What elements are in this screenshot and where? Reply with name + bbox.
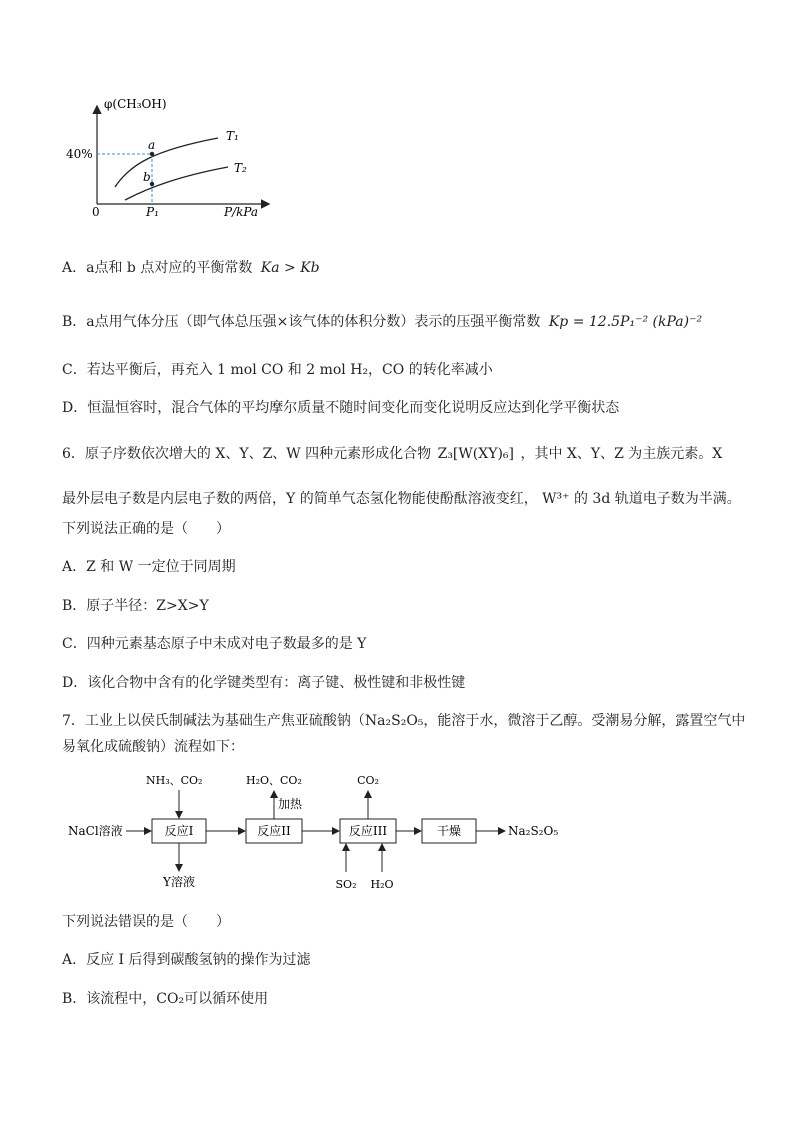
flow-output: Na₂S₂O₅: [508, 824, 559, 838]
flow-out3: CO₂: [357, 774, 379, 787]
q5-option-c: C．若达平衡后，再充入 1 mol CO 和 2 mol H₂，CO 的转化率减小: [62, 362, 493, 378]
point-b-label: b: [143, 170, 151, 184]
box-reaction-2-label: 反应II: [257, 824, 291, 838]
curve-t2: [125, 167, 228, 200]
q6-option-d: D．该化合物中含有的化学键类型有：离子键、极性键和非极性键: [62, 675, 466, 691]
flow-in3a: SO₂: [335, 878, 357, 891]
q5-option-b: [62, 312, 702, 332]
q5-option-a-text: A．a点和 b 点对应的平衡常数: [62, 260, 253, 276]
flow-in1: NH₃、CO₂: [146, 774, 203, 787]
q5-option-b-math: Kp = 12.5P₁⁻² (kPa)⁻²: [548, 314, 703, 330]
flow-out1: Y溶液: [163, 875, 195, 889]
x-tick-label: P₁: [146, 205, 159, 219]
q7-option-a: A．反应 I 后得到碳酸氢钠的操作为过滤: [62, 952, 311, 968]
y-tick-label: 40%: [66, 147, 93, 161]
q6-stem-1a: 6．原子序数依次增大的 X、Y、Z、W 四种元素形成化合物: [62, 446, 432, 462]
flow-input: NaCl溶液: [68, 824, 123, 838]
curve-t1-label: T₁: [226, 129, 239, 143]
q7-stem-line1: 7．工业上以侯氏制碱法为基础生产焦亚硫酸钠（Na₂S₂O₅，能溶于水，微溶于乙醇。受潮易分解，露置空气中: [62, 713, 746, 729]
q5-option-b-text: B．a点用气体分压（即气体总压强×该气体的体积分数）表示的压强平衡常数: [62, 314, 541, 330]
curve-t1: [115, 138, 218, 187]
origin-label: 0: [92, 205, 100, 219]
box-drying-label: 干燥: [436, 824, 462, 838]
box-reaction-1-label: 反应I: [164, 824, 194, 838]
point-a: [150, 152, 154, 156]
equilibrium-graph: [60, 92, 290, 232]
q5-option-a-math: Ka > Kb: [260, 260, 320, 276]
q6-option-a: A．Z 和 W 一定位于同周期: [62, 559, 236, 575]
x-axis-label: P/kPa: [224, 205, 259, 219]
q5-option-d: D．恒温恒容时，混合气体的平均摩尔质量不随时间变化而变化说明反应达到化学平衡状态: [62, 400, 620, 416]
point-a-label: a: [148, 138, 156, 152]
curve-t2-label: T₂: [234, 161, 247, 175]
flow-in3b: H₂O: [370, 878, 394, 891]
q7-stem-line3: 下列说法错误的是（ ）: [62, 914, 230, 930]
q6-compound: Z₃[W(XY)₆]: [437, 446, 514, 462]
q6-stem-line2: 最外层电子数是内层电子数的两倍，Y 的简单气态氢化物能使酚酞溶液变红， W³⁺ 的 3d 轨道电子数为半满。: [62, 491, 741, 507]
flow-cond2: 加热: [278, 797, 303, 811]
q6-option-b: B．原子半径：Z>X>Y: [62, 598, 209, 614]
box-reaction-3-label: 反应III: [348, 824, 388, 838]
q6-stem-1b: ，其中 X、Y、Z 为主族元素。X: [520, 446, 723, 462]
y-axis-label: φ(CH₃OH): [104, 97, 167, 111]
q6-stem-line3: 下列说法正确的是（ ）: [62, 521, 230, 537]
q5-option-a: [62, 258, 320, 278]
process-flow-diagram: [62, 768, 562, 896]
q6-stem-line1: [62, 444, 722, 464]
flow-out2: H₂O、CO₂: [246, 774, 302, 787]
q7-stem-line2: 易氧化成硫酸钠）流程如下：: [62, 739, 244, 755]
q6-option-c: C．四种元素基态原子中未成对电子数最多的是 Y: [62, 636, 367, 652]
q7-option-b: B．该流程中，CO₂可以循环使用: [62, 991, 269, 1007]
